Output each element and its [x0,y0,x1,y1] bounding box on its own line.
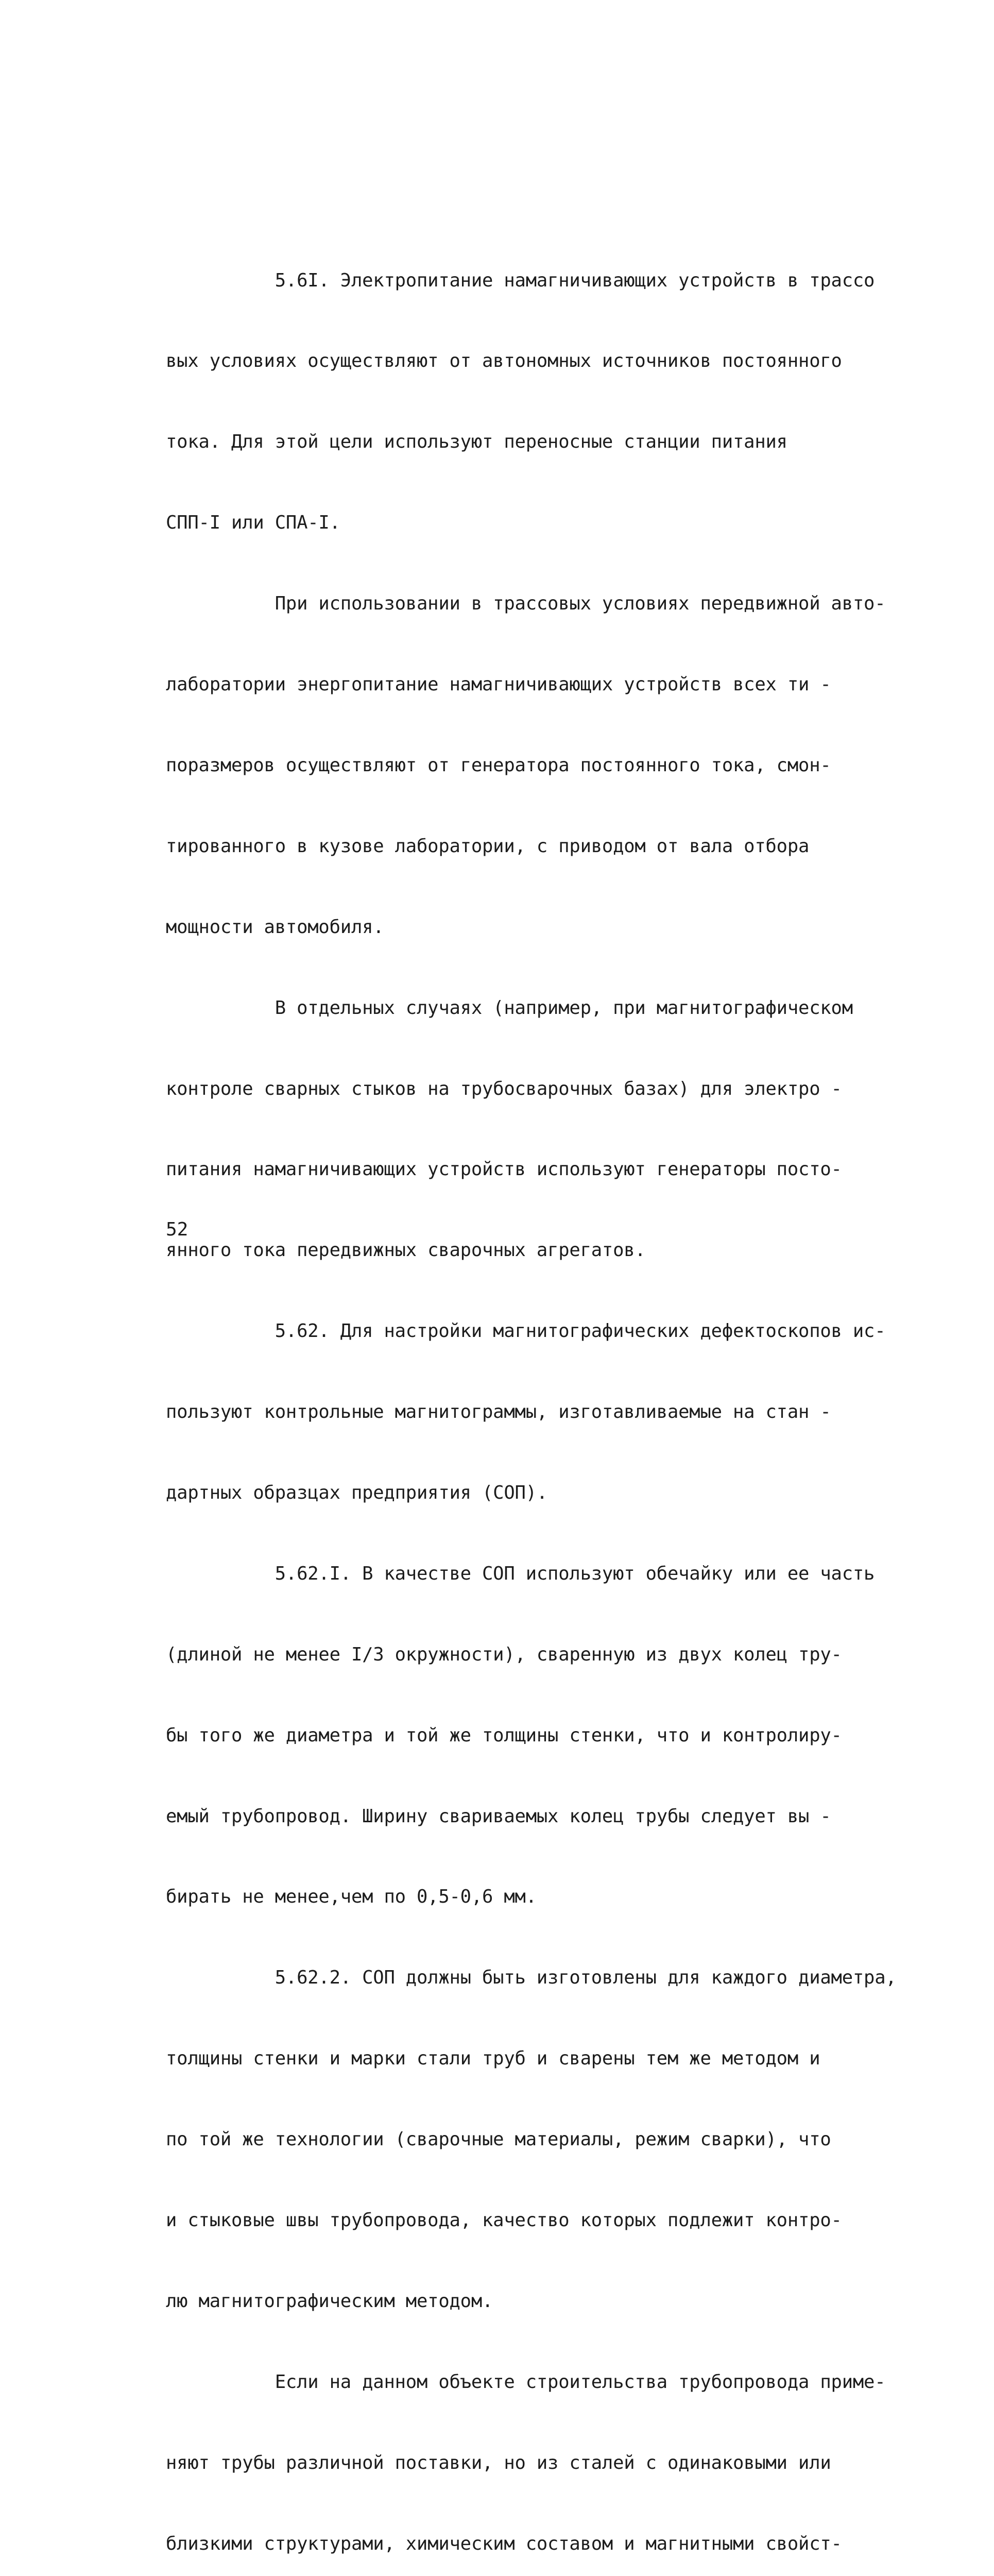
text-line: При использовании в трассовых условиях передвижной авто- [166,593,886,615]
page-number: 52 [166,1219,188,1240]
text-line: контроле сварных стыков на трубосварочных базах) для электро - [166,1078,842,1099]
text-line: СПП-I или СПА-I. [166,512,340,534]
text-line: 5.6I. Электропитание намагничивающих устройств в трассо [166,269,875,291]
text-line: пользуют контрольные магнитограммы, изготавливаемые на стан - [166,1401,831,1423]
text-line: 5.62.2. СОП должны быть изготовлены для каждого диаметра, [166,1967,897,1989]
text-line: питания намагничивающих устройств используют генераторы посто- [166,1159,842,1180]
text-line: по той же технологии (сварочные материалы, режим сварки), что [166,2129,831,2150]
text-line: толщины стенки и марки стали труб и сварены тем же методом и [166,2048,820,2070]
text-line: мощности автомобиля. [166,916,384,938]
text-line: Если на данном объекте строительства трубопровода приме- [166,2371,886,2393]
text-line: лю магнитографическим методом. [166,2290,493,2312]
text-line: бирать не менее,чем по 0,5-0,6 мм. [166,1886,537,1908]
text-line: бы того же диаметра и той же толщины стенки, что и контролиру- [166,1724,842,1746]
text-line: тока. Для этой цели используют переносные станции питания [166,431,787,453]
body-text [166,213,897,2576]
text-line: (длиной не менее I/3 окружности), сваренную из двух колец тру- [166,1643,842,1665]
text-line: тированного в кузове лаборатории, с приводом от вала отбора [166,835,810,857]
text-line: близкими структурами, химическим составом и магнитными свойст- [166,2533,842,2554]
text-line: поразмеров осуществляют от генератора постоянного тока, смон- [166,754,831,776]
text-line: и стыковые швы трубопровода, качество которых подлежит контро- [166,2209,842,2231]
text-line: няют трубы различной поставки, но из сталей с одинаковыми или [166,2452,831,2473]
text-line: 5.62.I. В качестве СОП используют обечайку или ее часть [166,1563,875,1584]
text-line: 5.62. Для настройки магнитографических дефектоскопов ис- [166,1320,886,1342]
text-line: дартных образцах предприятия (СОП). [166,1482,548,1503]
text-line: вых условиях осуществляют от автономных источников постоянного [166,350,842,372]
text-line: янного тока передвижных сварочных агрегатов. [166,1240,646,1261]
text-line: В отдельных случаях (например, при магнитографическом [166,997,853,1019]
text-line: лаборатории энергопитание намагничивающих устройств всех ти - [166,674,831,696]
text-line: емый трубопровод. Ширину свариваемых колец трубы следует вы - [166,1805,831,1827]
